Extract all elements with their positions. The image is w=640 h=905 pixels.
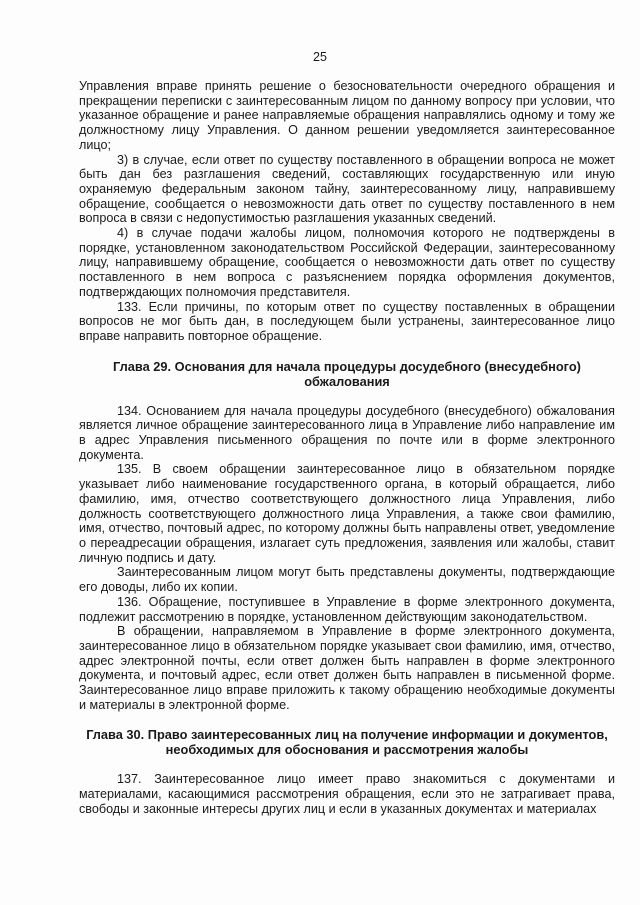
- paragraph-135: 135. В своем обращении заинтересованное лицо в обязательном порядке указывает либо наименование государственного органа, в который обращается, либо фамилию, имя, отчество соответствующего должностного лица Управления, либо должность соответствующего должностного лица Управления, а также свои фамилию, имя, отчество, почтовый адрес, по которому должны быть направлены ответ, уведомление о переадресации обращения, излагает суть предложения, заявления или жалобы, ставит личную подпись и дату.: [79, 462, 615, 565]
- paragraph-136: 136. Обращение, поступившее в Управление в форме электронного документа, подлежит рассмотрению в порядке, установленном действующим законодательством.: [79, 594, 615, 624]
- paragraph-item-3: 3) в случае, если ответ по существу поставленного в обращении вопроса не может быть дан без разглашения сведений, составляющих государственную или иную охраняемую федеральным законом тайну, заинтересованному лицу, направившему обращение, сообщается о невозможности дать ответ по существу поставленного в нем вопроса в связи с недопустимостью разглашения указанных сведений.: [79, 152, 615, 226]
- paragraph-137: 137. Заинтересованное лицо имеет право знакомиться с документами и материалами, касающимися рассмотрения обращения, если это не затрагивает права, свободы и законные интересы других лиц и если в указанных документах и материалах: [79, 772, 615, 816]
- paragraph-135-documents: Заинтересованным лицом могут быть представлены документы, подтверждающие его доводы, либо их копии.: [79, 565, 615, 595]
- document-body: [79, 79, 615, 817]
- chapter-30-heading: Глава 30. Право заинтересованных лиц на получение информации и документов, необходимых для обоснования и рассмотрения жалобы: [86, 727, 608, 758]
- paragraph-continuation: Управления вправе принять решение о безосновательности очередного обращения и прекращении переписки с заинтересованным лицом по данному вопросу при условии, что указанное обращение и ранее направляемые обращения направлялись одному и тому же должностному лицу Управления. О данном решении уведомляется заинтересованное лицо;: [79, 79, 615, 152]
- page-number: 25: [313, 50, 327, 64]
- paragraph-133: 133. Если причины, по которым ответ по существу поставленных в обращении вопросов не мог быть дан, в последующем были устранены, заинтересованное лицо вправе направить повторное обращение.: [79, 299, 615, 343]
- paragraph-item-4: 4) в случае подачи жалобы лицом, полномочия которого не подтверждены в порядке, установленном законодательством Российской Федерации, заинтересованному лицу, направившему обращение, сообщается о невозможности дать ответ по существу поставленного в нем вопроса с разъяснением порядка оформления документов, подтверждающих полномочия представителя.: [79, 226, 615, 299]
- paragraph-136-electronic: В обращении, направляемом в Управление в форме электронного документа, заинтересованное лицо в обязательном порядке указывает свои фамилию, имя, отчество, адрес электронной почты, если ответ должен быть направлен в форме электронного документа, и почтовый адрес, если ответ должен быть направлен в письменной форме. Заинтересованное лицо вправе приложить к такому обращению необходимые документы и материалы в электронной форме.: [79, 624, 615, 712]
- paragraph-134: 134. Основанием для начала процедуры досудебного (внесудебного) обжалования является личное обращение заинтересованного лица в Управление либо направление им в адрес Управления письменного обращения по почте или в форме электронного документа.: [79, 403, 615, 462]
- chapter-29-heading: Глава 29. Основания для начала процедуры досудебного (внесудебного) обжалования: [113, 358, 581, 389]
